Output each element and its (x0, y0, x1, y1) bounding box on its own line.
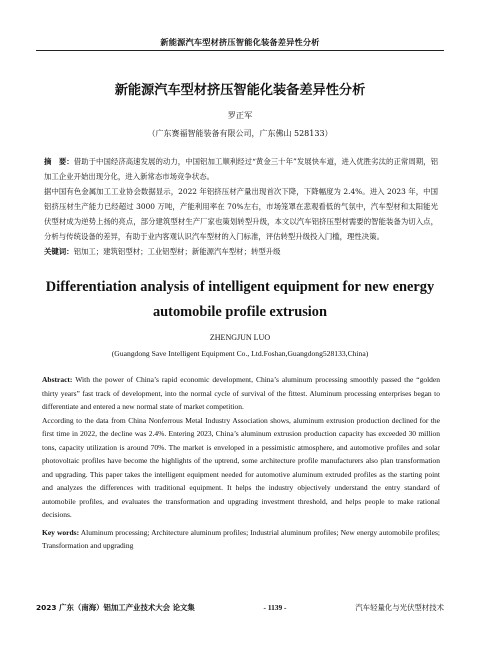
english-affiliation: (Guangdong Save Intelligent Equipment Co., Ltd.Foshan,Guangdong528133,China) (111, 349, 369, 358)
english-abstract-para-1 (42, 373, 440, 414)
english-abstract-text-1: With the power of China’s rapid economic development, China’s aluminum processing smoothly passed the “golden thirty years” fast track of development, into the normal cycle of survival of the fittest. Aluminum processing enterprises began to differentiate and entered a new normal state of market competition. (42, 375, 440, 411)
english-author: ZHENGJUN LUO (209, 333, 271, 342)
english-title-line-2: automobile profile extrusion (152, 304, 327, 320)
chinese-keywords-label: 关键词： (44, 247, 74, 256)
chinese-affiliation: （广东赛福智能装备有限公司，广东佛山 528133） (147, 129, 333, 138)
header-rule (36, 50, 444, 51)
english-abstract-label: Abstract: (42, 375, 73, 384)
english-keywords-label: Key words: (42, 527, 80, 537)
english-title (0, 275, 480, 325)
page-footer (36, 602, 444, 613)
chinese-abstract-text-1: 借助于中国经济高速发展的动力，中国铝加工顺利经过“黄金三十年”发展快车道，进入优胜劣汰的正常周期，铝加工企业开始出现分化，进入新常态市场竞争状态。 (44, 157, 438, 181)
chinese-keywords-text: 铝加工；建筑铝型材；工业铝型材；新能源汽车型材；转型升级 (73, 247, 281, 256)
english-title-line-1: Differentiation analysis of intelligent equipment for new energy (45, 279, 435, 295)
chinese-abstract-para-1 (44, 154, 438, 184)
chinese-abstract-label: 摘 要： (44, 157, 74, 166)
footer-proceedings: 2023 广东（南海）铝加工产业技术大会 论文集 (36, 603, 195, 612)
english-abstract-block (42, 373, 440, 553)
footer-section: 汽车轻量化与光伏型材技术 (355, 603, 444, 612)
chinese-abstract-block (44, 154, 438, 259)
page-number: - 1139 - (263, 603, 287, 612)
chinese-author: 罗正军 (227, 110, 253, 120)
english-keywords (42, 526, 440, 553)
english-abstract-para-2: According to the data from China Nonferrous Metal Industry Association shows, aluminum extrusion production declined for the first time in 2022, the decline was 2.4%. Entering 2023, China’s aluminum extrusion production capacity has exceeded 30 million tons, capacity utilization is around 70%. The market is enveloped in a pessimistic atmosphere, and automotive profiles and solar photovoltaic profiles have become the highlights of the uptrend, some architecture profile manufacturers also plan transformation and upgrading. This paper takes the intelligent equipment needed for automotive aluminum extruded profiles as the starting point and analyzes the differences with traditional equipment. It helps the industry objectively understand the entry standard of automobile profiles, and evaluates the transformation and upgrading investment threshold, and helps people to make rational decisions. (42, 415, 440, 519)
chinese-title: 新能源汽车型材挤压智能化装备差异性分析 (114, 83, 366, 98)
running-header: 新能源汽车型材挤压智能化装备差异性分析 (160, 37, 320, 47)
chinese-keywords (44, 244, 438, 259)
english-keywords-text: Aluminum processing; Architecture aluminum profiles; Industrial aluminum profiles; New energy automobile profiles; Transformation and upgrading (42, 527, 440, 550)
chinese-abstract-para-2: 据中国有色金属加工工业协会数据显示，2022 年铝挤压材产量出现首次下降，下降幅度为 2.4%。进入 2023 年，中国铝挤压材生产能力已经超过 3000 万吨，产能利用率在 70%左右，市场笼罩在悲观看低的气氛中，汽车型材和太阳能光伏型材成为逆势上扬的亮点，部分建筑型材生产厂家也策划转型升级，本文以汽车铝挤压型材需要的智能装备为切入点，分析与传统设备的差异，有助于业内客观认识汽车型材的入门标准，评估转型升级投入门槛，理性决策。 (44, 187, 438, 241)
